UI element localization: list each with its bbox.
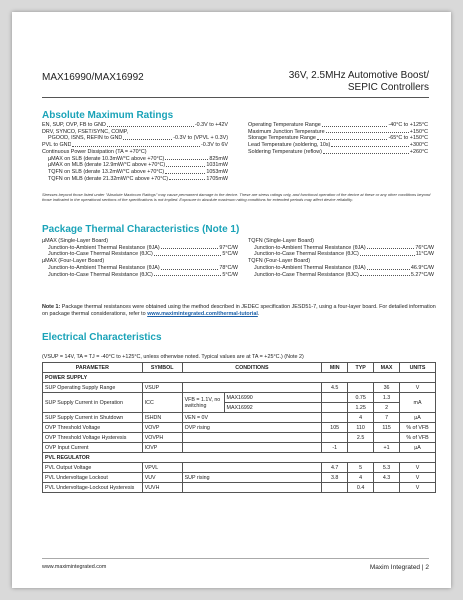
spec-value: 97°C/W xyxy=(219,244,238,251)
doc-title xyxy=(289,70,429,94)
cell-symbol: ISHDN xyxy=(142,413,182,423)
spec-label: µMAX (Four-Layer Board) xyxy=(42,258,105,265)
package-right-list xyxy=(248,238,434,278)
doc-title-line1: 36V, 2.5MHz Automotive Boost/ xyxy=(288,70,429,81)
package-left-list xyxy=(42,238,238,278)
table-row xyxy=(43,463,436,473)
spec-label: Junction-to-Ambient Thermal Resistance (θJA) xyxy=(48,264,160,271)
cell-cond xyxy=(182,463,322,473)
spec-value: 1031mW xyxy=(206,162,228,169)
electrical-table xyxy=(42,362,436,493)
leader-dots xyxy=(367,265,410,270)
spec-label: PGOOD, ISNS, REFIN to GND xyxy=(48,135,123,142)
leader-dots xyxy=(165,156,208,161)
leader-dots xyxy=(107,122,194,127)
spec-line xyxy=(248,135,428,142)
spec-label: EN, SUP, OVP, FB to GND xyxy=(42,122,106,128)
note-1-label: Note 1: xyxy=(42,304,61,310)
cell-min xyxy=(322,433,348,443)
spec-value: 78°C/W xyxy=(219,264,238,271)
thermal-tutorial-link[interactable]: www.maximintegrated.com/thermal-tutorial xyxy=(147,311,258,317)
electrical-conditions: (VSUP = 14V, TA = TJ = -40°C to +125°C, unless otherwise noted. Typical values are at TA = +25°C.) (Note 2) xyxy=(42,354,304,360)
leader-dots xyxy=(154,251,222,256)
cell-symbol: VUVH xyxy=(142,483,182,493)
spec-value: +300°C xyxy=(409,142,428,149)
cell-max: 115 xyxy=(374,423,400,433)
cell-cond: SUP rising xyxy=(182,473,322,483)
group-label: POWER SUPPLY xyxy=(43,373,436,383)
spec-line xyxy=(42,245,238,252)
cell-symbol: VUV xyxy=(142,473,182,483)
spec-line xyxy=(248,142,428,149)
table-row xyxy=(43,413,436,423)
cell-min: -1 xyxy=(322,443,348,453)
spec-line xyxy=(42,272,238,279)
spec-label: TQFN on MLB (derate 21.32mW/°C above +70°C) xyxy=(48,175,169,182)
cell-param: PVL Undervoltage-Lockout Hysteresis xyxy=(43,483,143,493)
spec-label: TQFN (Single-Layer Board) xyxy=(248,238,314,244)
spec-line xyxy=(42,169,228,176)
header-typ: TYP xyxy=(348,363,374,373)
cell-unit: µA xyxy=(400,413,436,423)
cell-param: SUP Operating Supply Range xyxy=(43,383,143,393)
spec-line xyxy=(248,122,428,129)
spec-label: Maximum Junction Temperature xyxy=(248,128,325,135)
spec-value: 1053mW xyxy=(206,168,228,175)
spec-value: -65°C to +150°C xyxy=(388,135,428,142)
spec-label: TQFN (Four-Layer Board) xyxy=(248,258,311,265)
spec-value: 1705mW xyxy=(206,175,228,182)
table-header-row xyxy=(43,363,436,373)
leader-dots xyxy=(161,265,219,270)
spec-line xyxy=(248,149,428,156)
group-row xyxy=(43,373,436,383)
cell-cond xyxy=(182,443,322,453)
cell-cond: VFB = 1.1V, no switching xyxy=(182,393,224,413)
spec-label: Operating Temperature Range xyxy=(248,122,321,128)
spec-label: Junction-to-Case Thermal Resistance (θJC) xyxy=(254,271,359,278)
spec-line xyxy=(248,251,434,258)
abs-max-left-list xyxy=(42,122,228,182)
table-row xyxy=(43,443,436,453)
cell-symbol: ICC xyxy=(142,393,182,413)
cell-unit: mA xyxy=(400,393,436,413)
group-label: PVL REGULATOR xyxy=(43,453,436,463)
footer-company: Maxim Integrated xyxy=(369,564,421,571)
spec-line xyxy=(42,129,228,136)
spec-line xyxy=(248,129,428,136)
cell-unit: µA xyxy=(400,443,436,453)
footer-separator: | xyxy=(421,564,424,571)
spec-value: 5°C/W xyxy=(222,251,238,258)
group-row xyxy=(43,453,436,463)
cell-typ: 110 xyxy=(348,423,374,433)
note-1-text: Package thermal resistances were obtained using the method described in JEDEC specification JESD51-7, using a four-layer board. For detailed information on package thermal considerations, refer to xyxy=(42,304,436,317)
stress-note: Stresses beyond those listed under "Absolute Maximum Ratings" may cause permanent damage to the device. These are stress ratings only, and functional operation of the device at these or any other conditions beyond those indicated in the operational sections of the specifications is not implied. Exposure to absolute maximum rating conditions for extended periods may affect device reliability. xyxy=(42,192,431,202)
cell-max: 2 xyxy=(374,403,400,413)
page-number: 2 xyxy=(425,564,429,571)
spec-label: Junction-to-Case Thermal Resistance (θJC) xyxy=(254,251,359,258)
spec-line xyxy=(42,156,228,163)
leader-dots xyxy=(360,272,410,277)
cell-cond: VEN = 0V xyxy=(182,413,322,423)
header-max: MAX xyxy=(374,363,400,373)
cell-symbol: IOVP xyxy=(142,443,182,453)
cell-typ: 4 xyxy=(348,473,374,483)
cell-min: 3.8 xyxy=(322,473,348,483)
cell-subcond: MAX16992 xyxy=(224,403,322,413)
leader-dots xyxy=(72,142,200,147)
cell-symbol: VSUP xyxy=(142,383,182,393)
table-row xyxy=(43,433,436,443)
cell-max: 7 xyxy=(374,413,400,423)
electrical-title: Electrical Characteristics xyxy=(42,332,162,343)
cell-min xyxy=(322,393,348,403)
spec-label: Soldering Temperature (reflow) xyxy=(248,148,322,155)
cell-typ: 4 xyxy=(348,413,374,423)
cell-max xyxy=(374,433,400,443)
cell-cond: OVP rising xyxy=(182,423,322,433)
cell-min xyxy=(322,483,348,493)
cell-max: 5.3 xyxy=(374,463,400,473)
leader-dots xyxy=(331,142,408,147)
footer-page xyxy=(370,564,429,571)
table-row xyxy=(43,483,436,493)
spec-label: DRV, SYNCO, FSET/SYNC, COMP, xyxy=(42,128,129,135)
cell-typ: 1.25 xyxy=(348,403,374,413)
spec-value: 5°C/W xyxy=(222,271,238,278)
spec-line xyxy=(42,176,228,183)
header-divider xyxy=(42,97,429,98)
cell-min: 4.5 xyxy=(322,383,348,393)
table-row xyxy=(43,393,436,403)
cell-typ: 5 xyxy=(348,463,374,473)
spec-line xyxy=(248,272,434,279)
header-conditions: CONDITIONS xyxy=(182,363,322,373)
cell-unit: V xyxy=(400,483,436,493)
leader-dots xyxy=(360,251,415,256)
spec-value: -40°C to +125°C xyxy=(388,122,428,128)
spec-label: Lead Temperature (soldering, 10s) xyxy=(248,142,331,149)
leader-dots xyxy=(169,176,205,181)
spec-value: 825mW xyxy=(209,155,228,162)
part-number: MAX16990/MAX16992 xyxy=(42,72,144,83)
cell-cond xyxy=(182,483,322,493)
cell-unit: V xyxy=(400,383,436,393)
leader-dots xyxy=(367,245,415,250)
leader-dots xyxy=(165,169,205,174)
package-title: Package Thermal Characteristics (Note 1) xyxy=(42,224,240,235)
cell-typ: 0.75 xyxy=(348,393,374,403)
note-1-end: . xyxy=(257,311,260,317)
spec-label: µMAX on MLB (derate 12.9mW/°C above +70°C) xyxy=(48,162,166,169)
leader-dots xyxy=(154,272,222,277)
spec-line xyxy=(42,135,228,142)
footer-url[interactable]: www.maximintegrated.com xyxy=(42,564,107,570)
table-row xyxy=(43,423,436,433)
spec-value: -0.3V to 6V xyxy=(201,142,228,149)
cell-symbol: VOVP xyxy=(142,423,182,433)
spec-line xyxy=(42,251,238,258)
spec-line xyxy=(42,258,238,265)
footer-divider xyxy=(42,558,429,559)
spec-label: Junction-to-Case Thermal Resistance (θJC) xyxy=(48,271,153,278)
cell-max: +1 xyxy=(374,443,400,453)
spec-line xyxy=(42,238,238,245)
cell-min: 4.7 xyxy=(322,463,348,473)
spec-value: -0.3V to +42V xyxy=(194,122,228,128)
leader-dots xyxy=(166,162,205,167)
spec-line xyxy=(248,258,434,265)
cell-symbol: VPVL xyxy=(142,463,182,473)
spec-line xyxy=(248,265,434,272)
spec-line xyxy=(42,149,228,156)
spec-label: TQFN on SLB (derate 13.2mW/°C above +70°C) xyxy=(48,168,165,175)
spec-value: 76°C/W xyxy=(415,244,434,251)
header-symbol: SYMBOL xyxy=(142,363,182,373)
leader-dots xyxy=(161,245,219,250)
spec-line xyxy=(42,122,228,129)
header-units: UNITS xyxy=(400,363,436,373)
header-parameter: PARAMETER xyxy=(43,363,143,373)
datasheet-page xyxy=(12,12,451,588)
cell-unit: V xyxy=(400,473,436,483)
cell-max: 36 xyxy=(374,383,400,393)
cell-max: 1.3 xyxy=(374,393,400,403)
spec-line xyxy=(42,265,238,272)
cell-param: PVL Output Voltage xyxy=(43,463,143,473)
cell-param: SUP Supply Current in Operation xyxy=(43,393,143,413)
spec-label: Junction-to-Ambient Thermal Resistance (θJA) xyxy=(48,244,160,251)
leader-dots xyxy=(322,122,388,127)
spec-value: 5.27°C/W xyxy=(410,271,434,278)
spec-label: Continuous Power Dissipation (TA = +70°C) xyxy=(42,148,147,155)
table-row xyxy=(43,473,436,483)
spec-label: µMAX (Single-Layer Board) xyxy=(42,238,109,244)
cell-max xyxy=(374,483,400,493)
cell-param: OVP Threshold Voltage xyxy=(43,423,143,433)
leader-dots xyxy=(323,149,409,154)
cell-unit: % of VFB xyxy=(400,433,436,443)
leader-dots xyxy=(123,135,172,140)
spec-label: Storage Temperature Range xyxy=(248,135,316,142)
spec-line xyxy=(42,142,228,149)
cell-typ: 2.5 xyxy=(348,433,374,443)
spec-value: +260°C xyxy=(409,148,428,155)
cell-typ xyxy=(348,443,374,453)
cell-param: OVP Threshold Voltage Hysteresis xyxy=(43,433,143,443)
cell-min xyxy=(322,403,348,413)
spec-label: Junction-to-Case Thermal Resistance (θJC) xyxy=(48,251,153,258)
cell-max: 4.3 xyxy=(374,473,400,483)
leader-dots xyxy=(317,135,388,140)
cell-min: 105 xyxy=(322,423,348,433)
spec-label: Junction-to-Ambient Thermal Resistance (θJA) xyxy=(254,244,366,251)
cell-cond xyxy=(182,383,322,393)
header-min: MIN xyxy=(322,363,348,373)
cell-unit: V xyxy=(400,463,436,473)
doc-title-line2: SEPIC Controllers xyxy=(347,82,429,93)
spec-label: Junction-to-Ambient Thermal Resistance (θJA) xyxy=(254,264,366,271)
spec-label: PVL to GND xyxy=(42,142,72,149)
cell-cond xyxy=(182,433,322,443)
spec-line xyxy=(248,245,434,252)
table-row xyxy=(43,383,436,393)
spec-value: 46.9°C/W xyxy=(410,264,434,271)
cell-subcond: MAX16990 xyxy=(224,393,322,403)
spec-value: -0.3V to (VPVL + 0.3V) xyxy=(173,135,228,142)
spec-value: 11°C/W xyxy=(415,251,434,258)
cell-param: SUP Supply Current in Shutdown xyxy=(43,413,143,423)
spec-line xyxy=(248,238,434,245)
cell-min xyxy=(322,413,348,423)
cell-typ xyxy=(348,383,374,393)
cell-param: OVP Input Current xyxy=(43,443,143,453)
spec-value: +150°C xyxy=(409,128,428,135)
spec-label: µMAX on SLB (derate 10.3mW/°C above +70°C) xyxy=(48,155,165,162)
cell-unit: % of VFB xyxy=(400,423,436,433)
abs-max-right-list xyxy=(248,122,428,156)
leader-dots xyxy=(326,129,409,134)
cell-typ: 0.4 xyxy=(348,483,374,493)
abs-max-title: Absolute Maximum Ratings xyxy=(42,110,174,121)
note-1 xyxy=(42,304,436,318)
cell-symbol: VOVPH xyxy=(142,433,182,443)
cell-param: PVL Undervoltage Lockout xyxy=(43,473,143,483)
spec-line xyxy=(42,162,228,169)
